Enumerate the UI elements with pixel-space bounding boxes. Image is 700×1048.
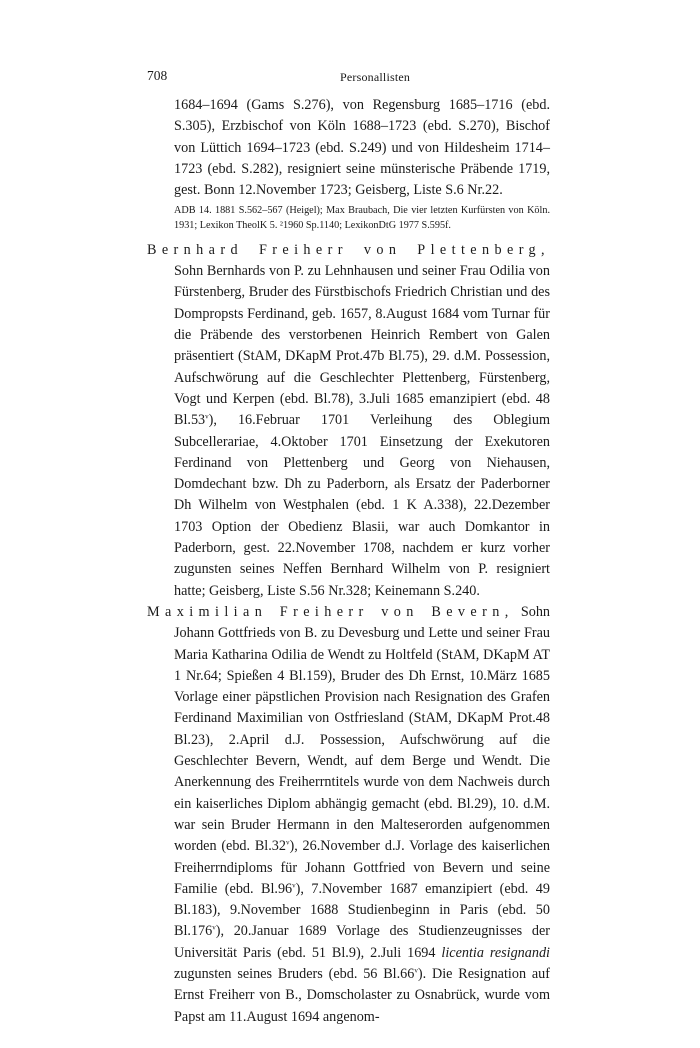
- entry-continuation: [147, 95, 550, 233]
- person-name: Bernhard Freiherr von Plettenberg,: [147, 241, 550, 258]
- verso-marker: v: [292, 881, 296, 890]
- entry-maximilian-von-bevern: [147, 602, 550, 1028]
- page-number: 708: [147, 68, 168, 83]
- running-head: Personallisten: [340, 70, 411, 84]
- verso-marker: v: [285, 838, 290, 847]
- entry-text: Bernhard Freiherr von Plettenberg, Sohn Bernhards von P. zu Lehnhausen und seiner Frau Odilia von Fürstenberg, Bruder des Fürstbischofs Friedrich Christian und des Dompropsts Ferdinand, geb. 1657, 8.August 1684 vom Turnar für die Präbende des verstorbenen Heinrich Rembert von Galen präsentiert (StAM, DKapM Prot.47b Bl.75), 29. d.M. Possession, Aufschwörung auf die Geschlechter Plettenberg, Fürstenberg, Vogt und Kerpen (ebd. Bl.78), 3.Juli 1685 emanzipiert (ebd. 48 Bl.53$^v$), 16.Februar 1701 Verleihung des Oblegium Subcellerariae, 4.Oktober 1701 Einsetzung der Exekutoren Ferdinand von Plettenberg und Georg von Niehausen, Domdechant bzw. Dh zu Paderborn, als Ersatz der Paderborner Dh Wilhelm von Westphalen (ebd. 1 K A.338), 22.Dezember 1703 Option der Obedienz Blasii, war auch Domkantor in Paderborn, gest. 22.November 1708, nachdem er kurz vorher zugunsten seines Neffen Bernhard Wilhelm von P. resigniert hatte; Geisberg, Liste S.56 Nr.328; Keinemann S.240.: [147, 241, 550, 599]
- entry-bernhard-von-plettenberg: [147, 240, 550, 602]
- bibliography-references: ADB 14. 1881 S.562–567 (Heigel); Max Braubach, Die vier letzten Kurfürsten von Köln. 1931; Lexikon TheolK 5. ²1960 Sp.1140; LexikonDtG 1977 S.595f.: [174, 205, 550, 231]
- latin-term: licentia resignandi: [441, 944, 550, 961]
- entry-text: 1684–1694 (Gams S.276), von Regensburg 1685–1716 (ebd. S.305), Erzbischof von Köln 1688–1723 (ebd. S.270), Bischof von Lüttich 1694–1723 (ebd. S.249) und von Hildesheim 1714–1723 (ebd. S.282), resigniert seine münsterische Präbende 1719, gest. Bonn 12.November 1723; Geisberg, Liste S.6 Nr.22.: [174, 97, 550, 199]
- verso-marker: v: [414, 966, 418, 975]
- verso-marker: v: [212, 923, 216, 932]
- person-name: Maximilian Freiherr von Bevern,: [147, 603, 514, 620]
- verso-marker: v: [205, 412, 209, 421]
- page-content: [147, 95, 550, 1028]
- entry-text: Maximilian Freiherr von Bevern, Sohn Johann Gottfrieds von B. zu Devesburg und Lette und seiner Frau Maria Katharina Odilia de Wendt zu Holtfeld (StAM, DKapM AT 1 Nr.64; Spießen 4 Bl.159), Bruder des Dh Ernst, 10.März 1685 Vorlage einer päpstlichen Provision nach Resignation des Grafen Ferdinand Maximilian von Ostfriesland (StAM, DKapM Prot.48 Bl.23), 2.April d.J. Possession, Aufschwörung auf die Geschlechter Bevern, Wendt, auf dem Berge und Wendt. Die Anerkennung des Freiherrntitels wurde von dem Nachweis durch ein kaiserliches Diplom abhängig gemacht (ebd. Bl.29), 10. d.M. war sein Bruder Hermann in den Malteserorden aufgenommen worden (ebd. Bl.32$^v$), 26.November d.J. Vorlage des kaiserlichen Freiherrndiploms für Johann Gottfried von Bevern und seine Familie (ebd. Bl.96$^v$), 7.November 1687 emanzipiert (ebd. 49 Bl.183), 9.November 1688 Studienbeginn in Paris (ebd. 50 Bl.176$^v$), 20.Januar 1689 Vorlage des Studienzeugnisses der Universität Paris (ebd. 51 Bl.9), 2.Juli 1694 licentia resignandi zugunsten seines Bruders (ebd. 56 Bl.66$^v$). Die Resignation auf Ernst Freiherr von B., Domscholaster zu Osnabrück, wurde vom Papst am 11.August 1694 angenom-: [147, 603, 551, 1025]
